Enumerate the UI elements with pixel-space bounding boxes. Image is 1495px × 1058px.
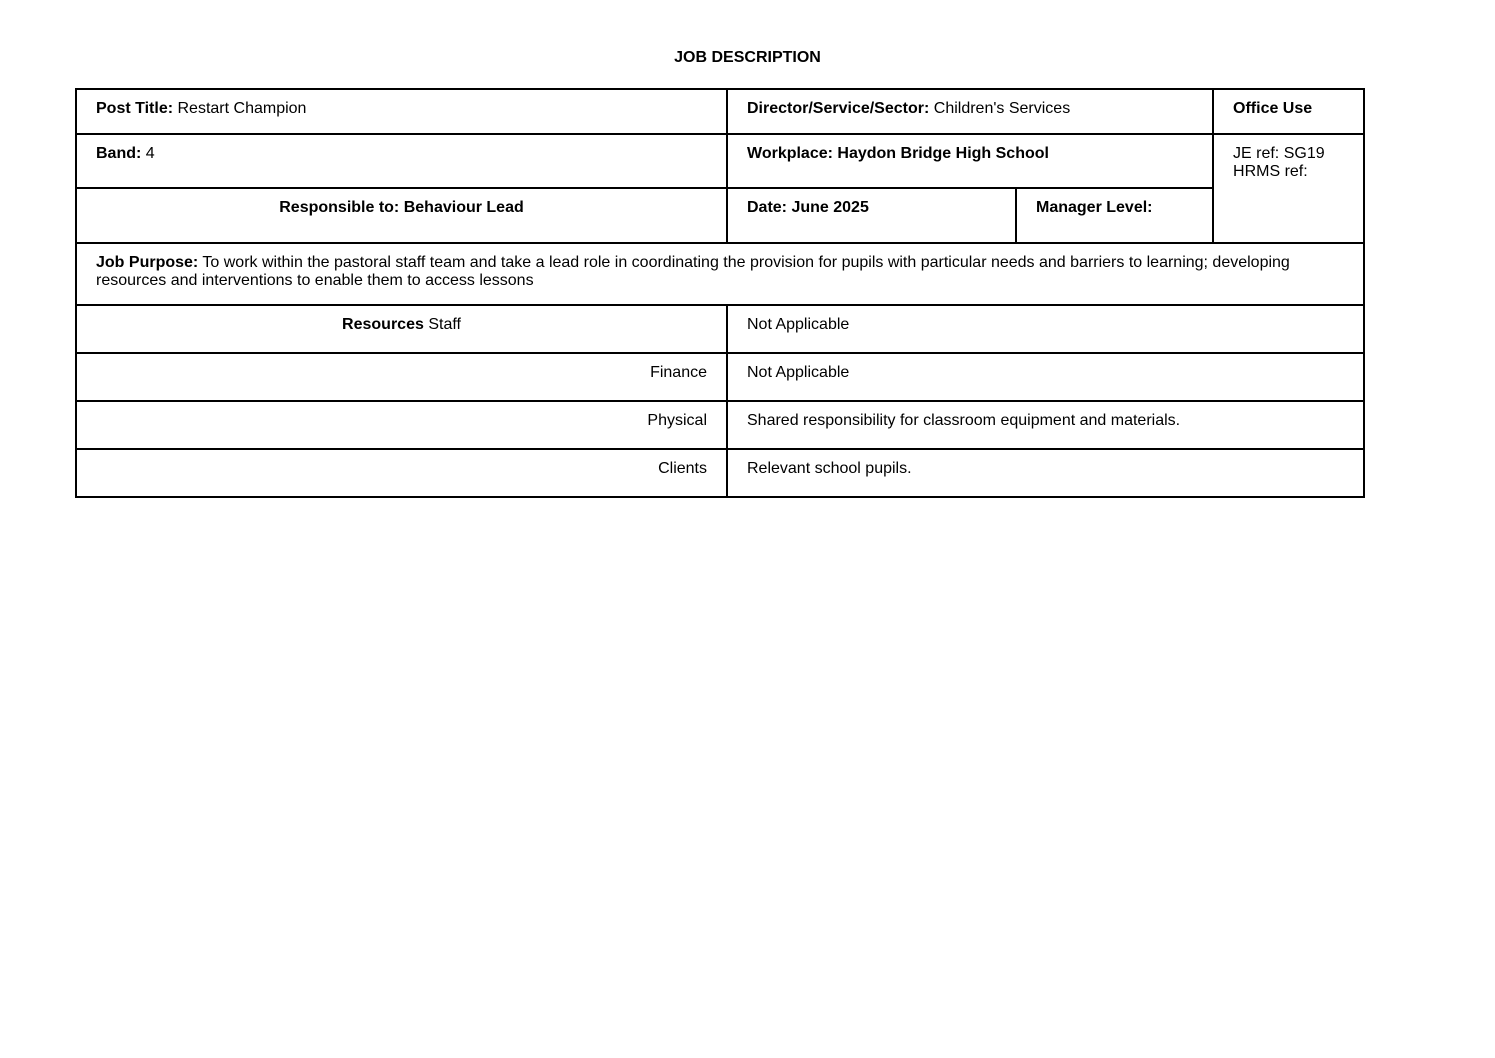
je-ref: JE ref: SG19 [1233,145,1325,162]
resource-name-cell [76,449,727,497]
table-row [76,449,1364,497]
date-label: Date: [747,199,788,216]
workplace-cell [727,134,1213,188]
responsible-value: Behaviour Lead [403,199,524,216]
table-row [76,89,1364,134]
table-row [76,353,1364,401]
workplace-label: Workplace: [747,145,833,162]
document-title: JOB DESCRIPTION [674,49,821,66]
resource-value-cell [727,353,1364,401]
band-cell [76,134,727,188]
date-value: June 2025 [791,199,869,216]
resource-value: Relevant school pupils. [747,460,912,477]
job-purpose-text: To work within the pastoral staff team and take a lead role in coordinating the provision for pupils with particular needs and barriers to learning; developing resources and interventions to enable them to access lessons [96,254,1290,289]
job-purpose-label: Job Purpose: [96,254,199,271]
job-description-table [75,88,1365,498]
resources-staff-cell [76,305,727,353]
resource-value: Shared responsibility for classroom equipment and materials. [747,412,1181,429]
director-cell [727,89,1213,134]
office-refs-cell [1213,134,1364,243]
hrms-ref: HRMS ref: [1233,163,1308,180]
responsible-cell [76,188,727,243]
director-value: Children's Services [933,100,1071,117]
resource-name-cell [76,401,727,449]
resource-name: Finance [650,364,707,381]
resource-value-cell [727,305,1364,353]
table-row [76,188,1364,243]
job-purpose-cell [76,243,1364,305]
resources-label: Resources [342,316,424,333]
resource-name: Physical [647,412,707,429]
post-title-label: Post Title: [96,100,174,117]
table-row [76,243,1364,305]
table-row [76,305,1364,353]
resource-name: Clients [658,460,707,477]
workplace-value: Haydon Bridge High School [837,145,1049,162]
table-row [76,401,1364,449]
office-use-cell [1213,89,1364,134]
responsible-label: Responsible to: [279,199,400,216]
resource-value: Not Applicable [747,364,850,381]
resource-value: Not Applicable [747,316,850,333]
post-title-value: Restart Champion [177,100,307,117]
post-title-cell [76,89,727,134]
resource-value-cell [727,449,1364,497]
manager-level-label: Manager Level: [1036,199,1153,216]
date-cell [727,188,1016,243]
band-value: 4 [145,145,155,162]
director-label: Director/Service/Sector: [747,100,930,117]
resource-name: Staff [428,316,461,333]
manager-level-cell [1016,188,1213,243]
table-row [76,134,1364,188]
band-label: Band: [96,145,142,162]
resource-value-cell [727,401,1364,449]
office-use-label: Office Use [1233,100,1313,117]
resource-name-cell [76,353,727,401]
